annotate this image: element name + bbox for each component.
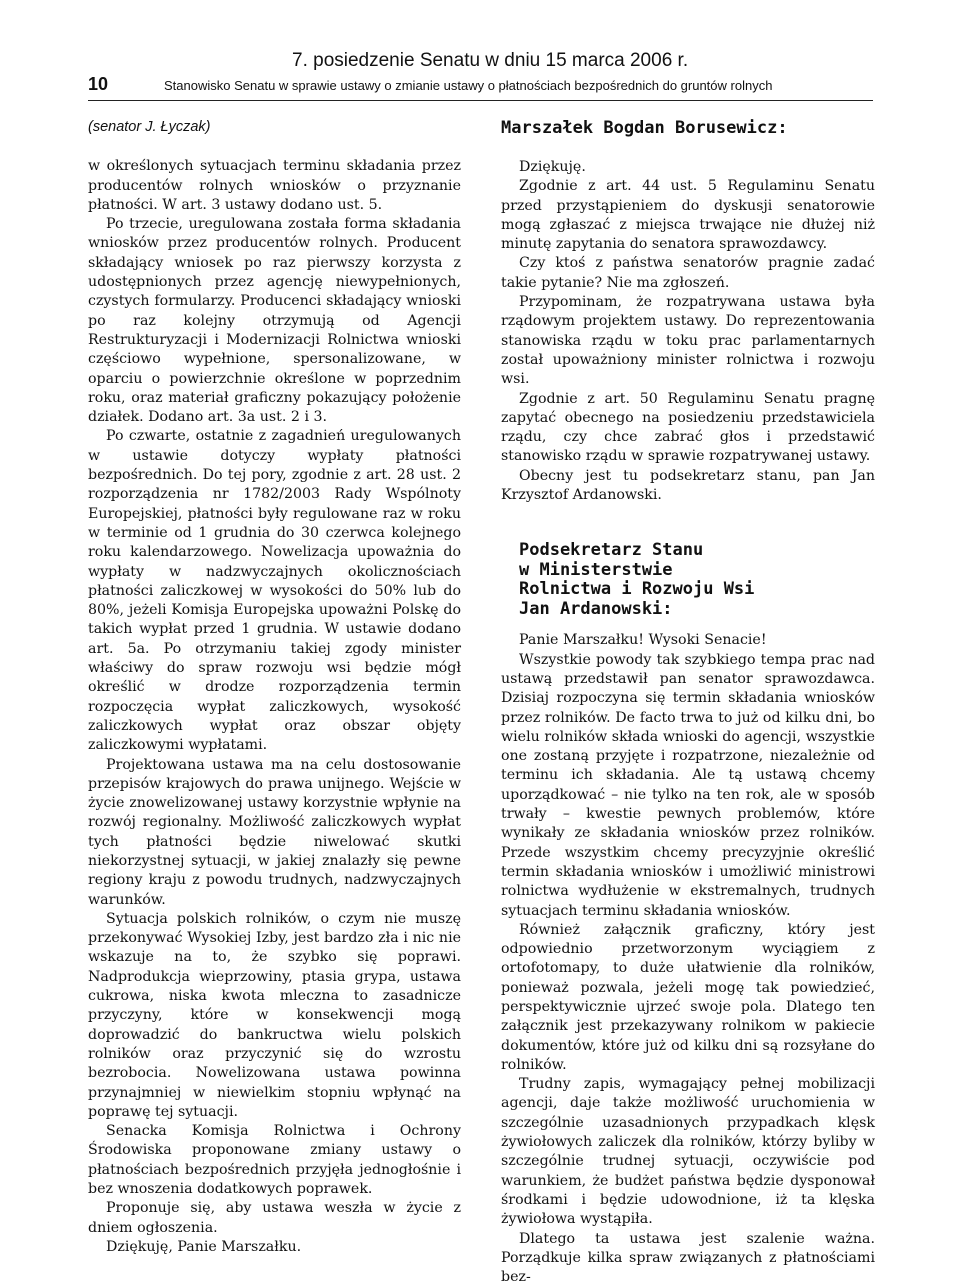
paragraph: Przypominam, że rozpatrywana ustawa była rządowym projektem ustawy. Do reprezentowania stanowiska rządu w toku prac parlamentarnych został upoważniony minister rolnictwa i rozwoju wsi. [501,294,875,388]
speaker-heading-line: Podsekretarz Stanu [519,540,704,561]
speaker-heading-line: Jan Ardanowski: [519,598,673,619]
paragraph: Senacka Komisja Rolnictwa i Ochrony Środowiska proponowane zmiany ustawy o płatnościach bezpośrednich przyjęła jednogłośnie i bez wnoszenia dodatkowych poprawek. [88,1123,461,1198]
paragraph: Dlatego ta ustawa jest szalenie ważna. Porządkuje kilka spraw związanych z płatnościami bez- [501,1230,875,1286]
header-divider [88,100,873,101]
session-title: 7. posiedzenie Senatu w dniu 15 marca 2006 r. [292,50,689,71]
paragraph: Obecny jest tu podsekretarz stanu, pan Jan Krzysztof Ardanowski. [501,467,875,504]
document-subtitle: Stanowisko Senatu w sprawie ustawy o zmianie ustawy o płatnościach bezpośrednich do gruntów rolnych [164,78,773,93]
paragraph: Trudny zapis, wymagający pełnej mobilizacji agencji, daje także możliwość uruchomienia w szczególnie uzasadnionych przypadkach klęsk żywiołowych zaliczek dla rolników, którzy byliby w szczególnie trudnej sytuacji, oczywiście pod warunkiem, że budżet państwa będzie dysponował środkami i będzie udowodnione, iż ta klęska żywiołowa wystąpiła. [501,1076,875,1228]
right-column [501,118,875,1287]
paragraph: Również załącznik graficzny, który jest odpowiednio przetworzonym wyciągiem z ortofotomapy, to duże ułatwienie dla rolników, ponieważ pozwala, jeżeli mogę tak powiedzieć, perspektywicznie ujrzeć swoje pola. Dlatego ten załącznik jest przekazywany rolnikom w pakiecie dokumentów, które już od kilku dni są rozsyłane do rolników. [501,921,875,1073]
speaker-note: (senator J. Łyczak) [88,119,211,135]
page-number: 10 [88,74,109,94]
paragraph: Panie Marszałku! Wysoki Senacie! [519,632,767,649]
speaker-heading [519,541,875,619]
paragraph: Po trzecie, uregulowana została forma składania wniosków przez producentów rolnych. Producent składający wniosek po raz pierwszy korzysta z udostępnionych przez agencję niewypełnionych, czystych formularzy. Producenci składający wnioski po raz kolejny otrzymują od Agencji Restrukturyzacji i Modernizacji Rolnictwa wnioski częściowo wypełnione, spersonalizowane, w oparciu o powierzchnie określone w poprzednim roku, oraz materiał graficzny pokazujący położenie działek. Dodano art. 3a ust. 2 i 3. [88,216,461,426]
paragraph: Dziękuję. [519,159,586,175]
paragraph: w określonych sytuacjach terminu składania przez producentów rolnych wniosków o przyznanie płatności. W art. 3 ustawy dodano ust. 5. [88,158,461,213]
speaker-heading-line: w Ministerstwie [519,559,673,580]
speaker-heading-line: Rolnictwa i Rozwoju Wsi [519,579,755,600]
paragraph: Zgodnie z art. 50 Regulaminu Senatu pragnę zapytać obecnego na posiedzeniu przedstawiciela rządu, czy chce zabrać głos i przedstawić stanowisko rządu w sprawie rozpatrywanej ustawy. [501,390,875,465]
paragraph: Dziękuję, Panie Marszałku. [106,1238,302,1255]
paragraph: Wszystkie powody tak szybkiego tempa prac nad ustawą przedstawił pan senator sprawozdawca. Dzisiaj rozpoczyna się termin składania wniosków przez rolników. De facto trwa to już od kilku dni, bo wielu rolników składa wnioski do agencji, wszystkie one zostaną przyjęte i rozpatrzone, niezależnie od terminu ich składania. Ale tą ustawą chcemy uporządkować – nie tylko na ten rok, ale w sposób trwały – kwestie pewnych problemów, które wynikały ze składania wniosków przez rolników. Przede wszystkim chcemy precyzyjnie określić termin składania wniosków i umożliwić ministrowi rolnictwa wydłużenie w ekstremalnych, trudnych sytuacjach terminu składania wniosków. [501,651,875,919]
paragraph: Proponuje się, aby ustawa weszła w życie z dniem ogłoszenia. [88,1200,461,1236]
paragraph: Zgodnie z art. 44 ust. 5 Regulaminu Senatu przed przystąpieniem do dyskusji senatorowie mogą zgłaszać z miejsca trwające nie dłużej niż minutę zapytania do senatora sprawozdawcy. [501,178,875,253]
paragraph: Czy ktoś z państwa senatorów pragnie zadać takie pytanie? Nie ma zgłoszeń. [501,255,875,291]
paragraph: Projektowana ustawa ma na celu dostosowanie przepisów krajowych do prawa unijnego. Wejście w życie znowelizowanej ustawy korzystnie wpłynie na rozwój regionalny. Możliwość zaliczkowych wypłat tych płatności będzie niwelować skutki niekorzystnej sytuacji, w jakiej znalazły się pewne regiony kraju z powodu trudnych, nadzwyczajnych warunków. [88,756,461,908]
speaker-heading: Marszałek Bogdan Borusewicz: [501,118,788,138]
paragraph: Po czwarte, ostatnie z zagadnień uregulowanych w ustawie dotyczy wypłaty płatności bezpośrednich. Do tej pory, zgodnie z art. 28 ust. 2 rozporządzenia nr 1782/2003 Rady Wspólnoty Europejskiej, płatności były regulowane raz w roku w terminie od 1 grudnia do 30 czerwca kolejnego roku kalendarzowego. Nowelizacja upoważnia do wypłaty w nadzwyczajnych okolicznościach płatności zaliczkowej w wysokości do 50% lub do 80%, jeżeli Komisja Europejska upoważni Polskę do takich wypłat przed 1 grudnia. W ustawie dodano art. 5a. Po otrzymaniu takiej zgody minister właściwy do spraw rozwoju wsi będzie mógł określić w drodze rozporządzenia termin rozpoczęcia wypłat zaliczkowych, wysokość zaliczkowych wypłat oraz obszar objęty zaliczkowymi wypłatami. [88,428,461,754]
left-column [88,118,461,1257]
paragraph: Sytuacja polskich rolników, o czym nie muszę przekonywać Wysokiej Izby, jest bardzo zła i nic nie wskazuje na to, że szybko się poprawi. Nadprodukcja wieprzowiny, ptasia grypa, ustawa cukrowa, niska kwota mleczna to zasadnicze przyczyny, które w konsekwencji mogą doprowadzić do bankructwa wielu polskich rolników oraz przyczynić się do wzrostu bezrobocia. Nowelizowana ustawa powinna przynajmniej w niewielkim stopniu wpłynąć na poprawę tej sytuacji. [88,910,461,1120]
